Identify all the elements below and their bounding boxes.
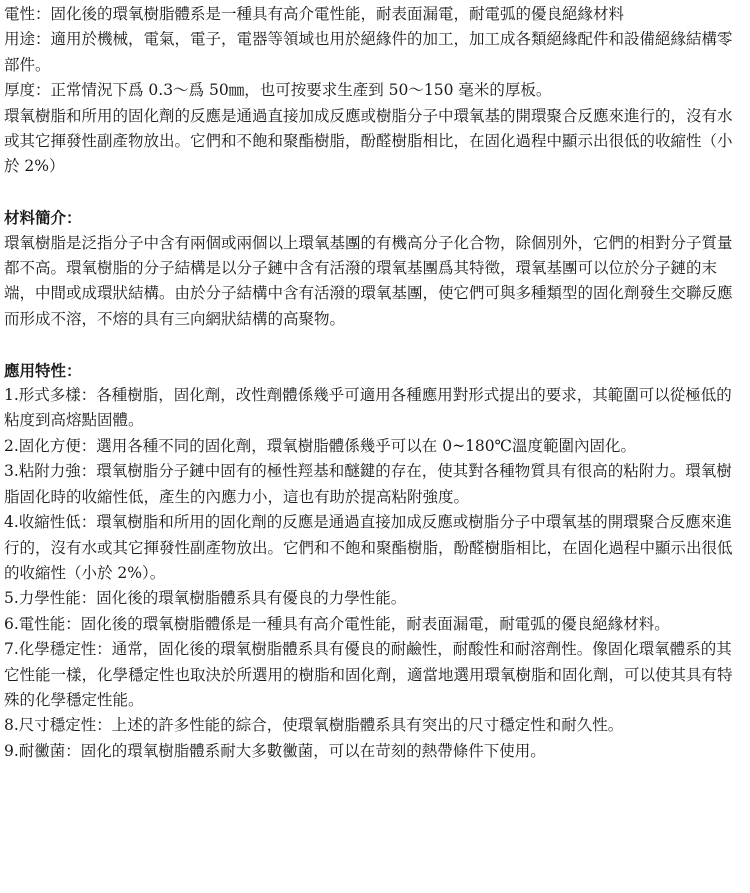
feature-item: 6.電性能：固化後的環氧樹脂體係是一種具有高介電性能，耐表面漏電，耐電弧的優良絕緣材料。 [4,614,670,633]
feature-item: 2.固化方便：選用各種不同的固化劑，環氧樹脂體係幾乎可以在 0~180℃溫度範圍內固化。 [4,436,636,455]
feature-item: 3.粘附力強：環氧樹脂分子鏈中固有的極性羥基和醚鍵的存在，使其對各種物質具有很高的粘附力。環氧樹脂固化時的收縮性低，產生的內應力小，這也有助於提高粘附強度。 [4,462,732,506]
material-intro-paragraph: 環氧樹脂是泛指分子中含有兩個或兩個以上環氧基團的有機高分子化合物，除個別外，它們的相對分子質量都不高。環氧樹脂的分子結構是以分子鏈中含有活潑的環氧基團爲其特徵，環氧基團可以位於分子鏈的末端，中間或成環狀結構。由於分子結構中含有活潑的環氧基團，使它們可與多種類型的固化劑發生交聯反應而形成不溶，不熔的具有三向網狀結構的高聚物。 [4,233,733,328]
feature-item: 8.尺寸穩定性：上述的許多性能的綜合，使環氧樹脂體系具有突出的尺寸穩定性和耐久性。 [4,716,624,735]
feature-item: 7.化學穩定性：通常，固化後的環氧樹脂體系具有優良的耐鹼性，耐酸性和耐溶劑性。像固化環氧體系的其它性能一樣，化學穩定性也取決於所選用的樹脂和固化劑，適當地選用環氧樹脂和固化劑，可以使其具有特殊的化學穩定性能。 [4,640,733,709]
feature-item: 1.形式多樣：各種樹脂，固化劑，改性劑體係幾乎可適用各種應用對形式提出的要求，其範圍可以從極低的粘度到高熔點固體。 [4,386,732,430]
application-features-heading: 應用特性： [4,360,82,380]
material-intro-heading: 材料簡介： [4,208,82,228]
usage-paragraph: 用途：適用於機械，電氣，電子，電器等領域也用於絕緣件的加工，加工成各類絕緣配件和設備絕緣結構零部件。 [4,30,733,74]
electrical-property-line: 電性：固化後的環氧樹脂體系是一種具有高介電性能，耐表面漏電，耐電弧的優良絕緣材料 [4,5,625,23]
feature-item: 5.力學性能：固化後的環氧樹脂體系具有優良的力學性能。 [4,589,407,608]
section-spacer [4,180,746,205]
feature-item: 9.耐黴菌：固化的環氧樹脂體系耐大多數黴菌，可以在苛刻的熱帶條件下使用。 [4,741,546,760]
reaction-paragraph: 環氧樹脂和所用的固化劑的反應是通過直接加成反應或樹脂分子中環氧基的開環聚合反應來進行的，沒有水或其它揮發性副產物放出。它們和不飽和聚酯樹脂，酚醛樹脂相比，在固化過程中顯示出很低的收縮性（小於 2%） [4,106,733,176]
section-spacer [4,332,746,357]
feature-item: 4.收縮性低：環氧樹脂和所用的固化劑的反應是通過直接加成反應或樹脂分子中環氧基的開環聚合反應來進行的，沒有水或其它揮發性副產物放出。它們和不飽和聚酯樹脂，酚醛樹脂相比，在固化過程中顯示出很低的收縮性（小於 2%）。 [4,513,733,582]
thickness-paragraph: 厚度：正常情況下爲 0.3～爲 50㎜，也可按要求生產到 50～150 毫米的厚板。 [4,81,552,100]
